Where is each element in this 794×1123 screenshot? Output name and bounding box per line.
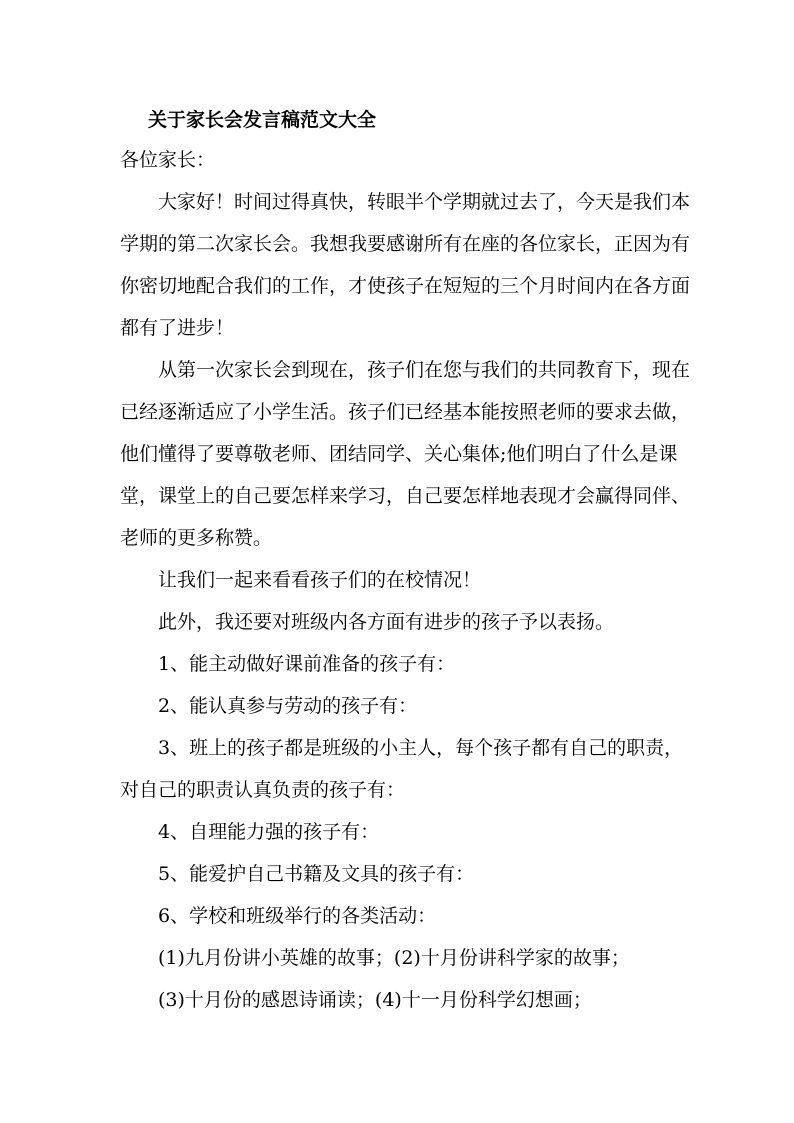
paragraph-line: 已经逐渐适应了小学生活。孩子们已经基本能按照老师的要求去做， <box>120 401 691 423</box>
greeting: 各位家长： <box>120 149 216 171</box>
paragraph-line: 他们懂得了要尊敬老师、团结同学、关心集体;他们明白了什么是课 <box>120 443 678 465</box>
list-item-continuation: 对自己的职责认真负责的孩子有： <box>120 779 406 801</box>
list-item: 1、能主动做好课前准备的孩子有： <box>158 653 456 675</box>
list-item: 6、学校和班级举行的各类活动： <box>158 905 437 927</box>
list-item: 4、自理能力强的孩子有： <box>158 821 380 843</box>
document-title: 关于家长会发言稿范文大全 <box>148 109 377 131</box>
list-item: 5、能爱护自己书籍及文具的孩子有： <box>158 863 475 885</box>
paragraph-line: 此外，我还要对班级内各方面有进步的孩子予以表扬。 <box>158 611 615 633</box>
paragraph-line: 让我们一起来看看孩子们的在校情况！ <box>158 569 482 591</box>
paragraph-line: 从第一次家长会到现在，孩子们在您与我们的共同教育下，现在 <box>158 359 691 381</box>
paragraph-line: 堂，课堂上的自己要怎样来学习，自己要怎样地表现才会赢得同伴、 <box>120 485 691 507</box>
paragraph-line: 学期的第二次家长会。我想我要感谢所有在座的各位家长，正因为有 <box>120 233 691 255</box>
activity-line: (1)九月份讲小英雄的故事；(2)十月份讲科学家的故事； <box>158 947 630 969</box>
paragraph-line: 都有了进步！ <box>120 317 235 339</box>
paragraph-line: 你密切地配合我们的工作，才使孩子在短短的三个月时间内在各方面 <box>120 275 691 297</box>
paragraph-line: 大家好！时间过得真快，转眼半个学期就过去了，今天是我们本 <box>158 191 691 213</box>
paragraph-line: 老师的更多称赞。 <box>120 527 273 549</box>
list-item: 2、能认真参与劳动的孩子有： <box>158 695 418 717</box>
list-item: 3、班上的孩子都是班级的小主人，每个孩子都有自己的职责， <box>158 737 684 759</box>
activity-line: (3)十月份的感恩诗诵读；(4)十一月份科学幻想画； <box>158 989 592 1011</box>
